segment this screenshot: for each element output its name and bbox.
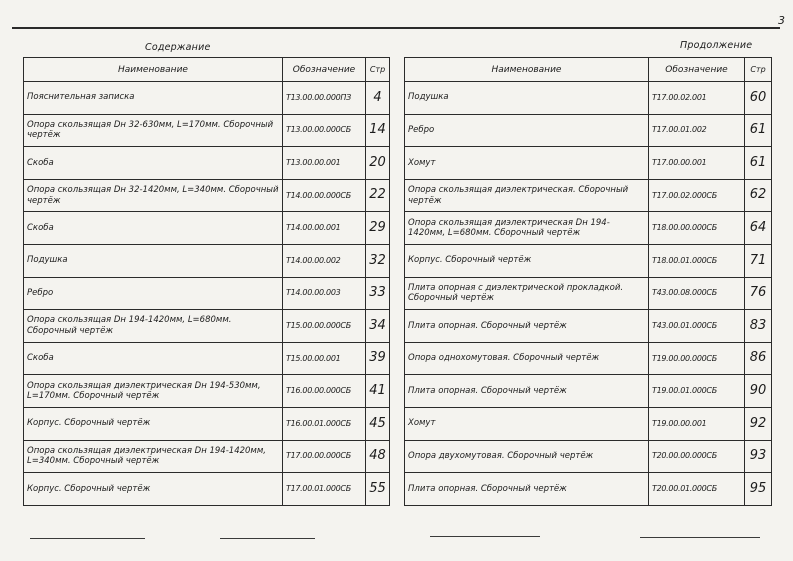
table-row: [24, 277, 390, 310]
table-row: [24, 342, 390, 375]
entry-name: Опора скользящая Dн 32-630мм, L=170мм. Сборочный чертёж: [24, 114, 283, 147]
table-row: [24, 440, 390, 473]
entry-page: 45: [366, 407, 390, 440]
entry-name: Опора скользящая диэлектрическая Dн 194-530мм, L=170мм. Сборочный чертёж: [24, 375, 283, 408]
entry-page: 90: [745, 375, 772, 408]
entry-name: Плита опорная. Сборочный чертёж: [405, 310, 649, 343]
left-caption: Содержание: [145, 42, 211, 53]
entry-name: Скоба: [24, 342, 283, 375]
entry-name: Опора однохомутовая. Сборочный чертёж: [405, 342, 649, 375]
entry-name: Ребро: [24, 277, 283, 310]
entry-code: Т43.00.01.000СБ: [649, 310, 745, 343]
entry-page: 20: [366, 147, 390, 180]
entry-code: Т13.00.00.000СБ: [283, 114, 366, 147]
entry-code: Т16.00.00.000СБ: [283, 375, 366, 408]
table-row: [24, 375, 390, 408]
table-row: [405, 440, 772, 473]
table-row: [405, 82, 772, 115]
entry-name: Опора двухомутовая. Сборочный чертёж: [405, 440, 649, 473]
table-row: [24, 310, 390, 343]
entry-name: Опора скользящая Dн 194-1420мм, L=680мм. Сборочный чертёж: [24, 310, 283, 343]
entry-name: Пояснительная записка: [24, 82, 283, 115]
table-row: [405, 244, 772, 277]
table-row: [24, 147, 390, 180]
header-row: [405, 58, 772, 82]
entry-code: Т14.00.00.003: [283, 277, 366, 310]
entry-name: Опора скользящая диэлектрическая Dн 194-1420мм, L=340мм. Сборочный чертёж: [24, 440, 283, 473]
entry-code: Т18.00.01.000СБ: [649, 244, 745, 277]
entry-code: Т17.00.00.001: [649, 147, 745, 180]
entry-page: 95: [745, 473, 772, 506]
entry-page: 41: [366, 375, 390, 408]
entry-code: Т15.00.00.000СБ: [283, 310, 366, 343]
bottom-line: [430, 536, 540, 537]
entry-code: Т13.00.00.001: [283, 147, 366, 180]
bottom-line: [640, 537, 760, 538]
contents-table-right: [404, 57, 772, 506]
header-code: Обозначение: [649, 58, 745, 82]
table-row: [405, 342, 772, 375]
entry-page: 62: [745, 179, 772, 212]
entry-name: Корпус. Сборочный чертёж: [24, 473, 283, 506]
entry-code: Т18.00.00.000СБ: [649, 212, 745, 245]
entry-name: Опора скользящая диэлектрическая Dн 194-1420мм, L=680мм. Сборочный чертёж: [405, 212, 649, 245]
entry-code: Т17.00.02.001: [649, 82, 745, 115]
entry-page: 34: [366, 310, 390, 343]
entry-page: 61: [745, 114, 772, 147]
entry-name: Корпус. Сборочный чертёж: [405, 244, 649, 277]
entry-page: 64: [745, 212, 772, 245]
entry-page: 92: [745, 407, 772, 440]
table-row: [24, 407, 390, 440]
entry-code: Т16.00.01.000СБ: [283, 407, 366, 440]
header-row: [24, 58, 390, 82]
entry-name: Плита опорная. Сборочный чертёж: [405, 473, 649, 506]
header-name: Наименование: [24, 58, 283, 82]
entry-name: Скоба: [24, 147, 283, 180]
bottom-line: [30, 538, 145, 539]
entry-page: 48: [366, 440, 390, 473]
entry-code: Т17.00.00.000СБ: [283, 440, 366, 473]
header-page: Стр: [745, 58, 772, 82]
entry-code: Т19.00.00.001: [649, 407, 745, 440]
entry-name: Опора скользящая диэлектрическая. Сборочный чертёж: [405, 179, 649, 212]
contents-table-left: [23, 57, 390, 506]
entry-name: Хомут: [405, 407, 649, 440]
entry-code: Т13.00.00.000ПЗ: [283, 82, 366, 115]
table-row: [405, 473, 772, 506]
entry-name: Подушка: [405, 82, 649, 115]
table-row: [405, 375, 772, 408]
entry-code: Т43.00.08.000СБ: [649, 277, 745, 310]
entry-page: 29: [366, 212, 390, 245]
entry-page: 61: [745, 147, 772, 180]
entry-name: Плита опорная с диэлектрической прокладкой. Сборочный чертёж: [405, 277, 649, 310]
entry-code: Т20.00.01.000СБ: [649, 473, 745, 506]
table-row: [405, 212, 772, 245]
entry-code: Т19.00.00.000СБ: [649, 342, 745, 375]
table-row: [405, 310, 772, 343]
table-row: [405, 407, 772, 440]
entry-page: 71: [745, 244, 772, 277]
entry-name: Ребро: [405, 114, 649, 147]
entry-code: Т17.00.01.000СБ: [283, 473, 366, 506]
entry-code: Т14.00.00.001: [283, 212, 366, 245]
entry-code: Т19.00.01.000СБ: [649, 375, 745, 408]
table-row: [24, 82, 390, 115]
entry-name: Скоба: [24, 212, 283, 245]
entry-page: 14: [366, 114, 390, 147]
entry-page: 60: [745, 82, 772, 115]
entry-page: 83: [745, 310, 772, 343]
entry-code: Т14.00.00.002: [283, 244, 366, 277]
entry-page: 4: [366, 82, 390, 115]
header-name: Наименование: [405, 58, 649, 82]
entry-page: 32: [366, 244, 390, 277]
header-code: Обозначение: [283, 58, 366, 82]
right-caption: Продолжение: [680, 40, 753, 51]
entry-name: Опора скользящая Dн 32-1420мм, L=340мм. Сборочный чертёж: [24, 179, 283, 212]
table-row: [24, 473, 390, 506]
table-row: [24, 212, 390, 245]
entry-page: 76: [745, 277, 772, 310]
table-row: [405, 277, 772, 310]
entry-page: 86: [745, 342, 772, 375]
entry-page: 39: [366, 342, 390, 375]
entry-code: Т20.00.00.000СБ: [649, 440, 745, 473]
table-row: [405, 179, 772, 212]
table-row: [24, 179, 390, 212]
entry-code: Т17.00.02.000СБ: [649, 179, 745, 212]
entry-page: 55: [366, 473, 390, 506]
entry-code: Т17.00.01.002: [649, 114, 745, 147]
page-number: 3: [778, 14, 785, 27]
entry-code: Т14.00.00.000СБ: [283, 179, 366, 212]
entry-name: Корпус. Сборочный чертёж: [24, 407, 283, 440]
bottom-line: [220, 538, 315, 539]
header-page: Стр: [366, 58, 390, 82]
entry-page: 33: [366, 277, 390, 310]
entry-page: 93: [745, 440, 772, 473]
entry-code: Т15.00.00.001: [283, 342, 366, 375]
top-border-line: [12, 27, 780, 29]
table-row: [24, 114, 390, 147]
entry-name: Плита опорная. Сборочный чертёж: [405, 375, 649, 408]
table-row: [405, 114, 772, 147]
table-row: [405, 147, 772, 180]
entry-page: 22: [366, 179, 390, 212]
entry-name: Хомут: [405, 147, 649, 180]
table-row: [24, 244, 390, 277]
entry-name: Подушка: [24, 244, 283, 277]
